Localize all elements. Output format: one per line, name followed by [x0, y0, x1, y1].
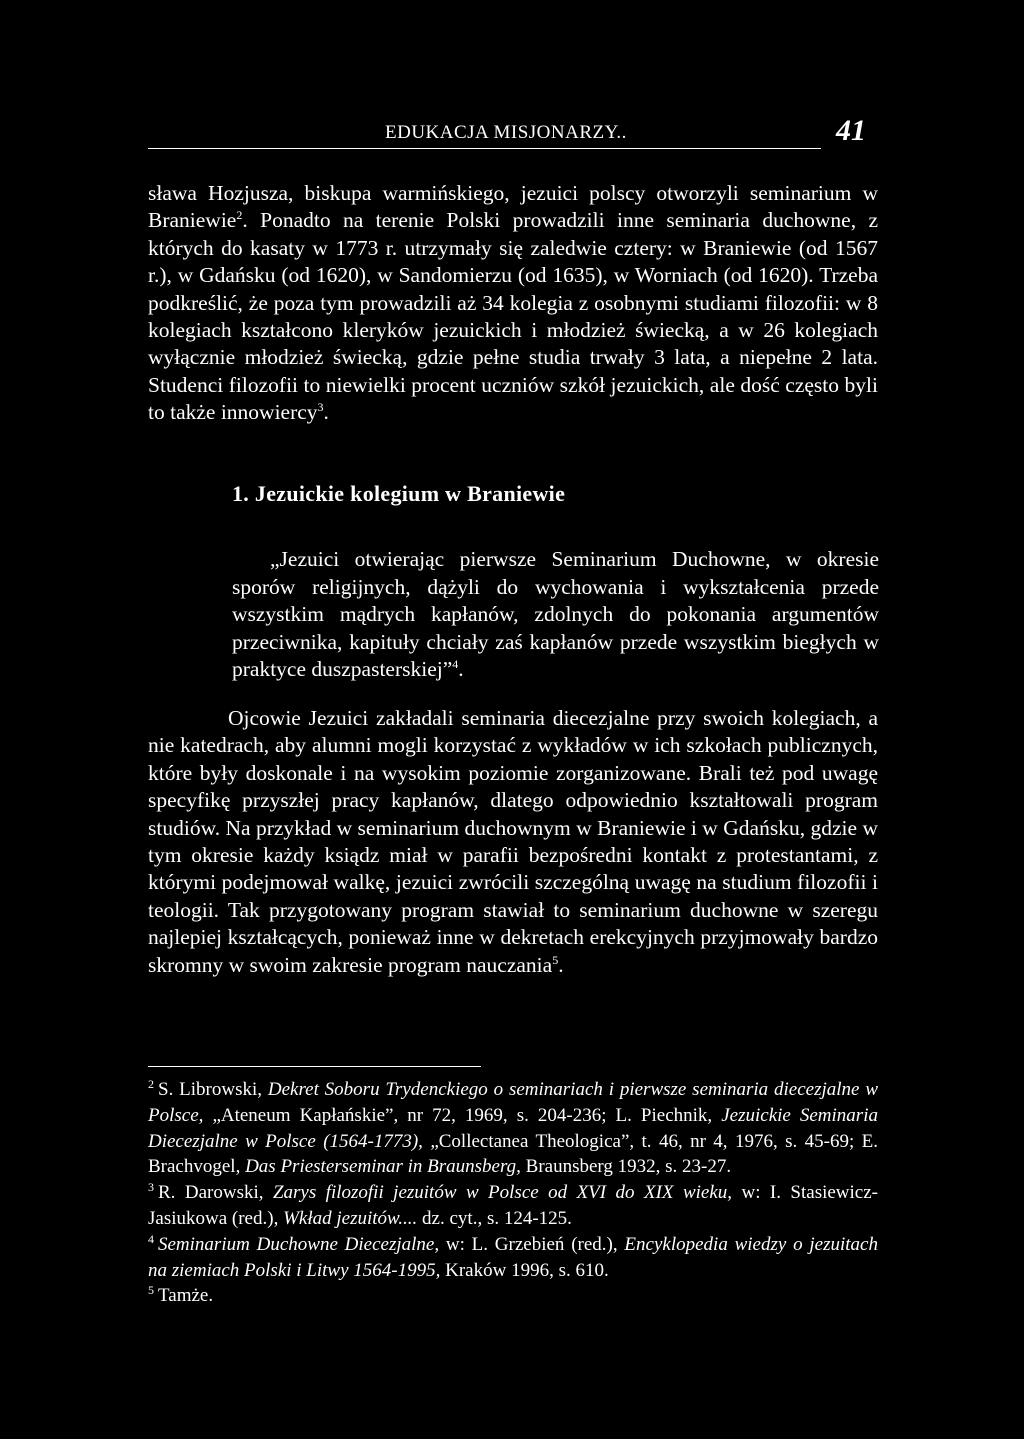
footnote-mark: 3	[148, 1180, 154, 1195]
running-head-title: EDUKACJA MISJONARZY..	[385, 122, 627, 143]
italic-title: Wkład jezuitów....	[283, 1207, 418, 1229]
italic-title: Dekret Soboru Trydenckiego o seminariach i pierwsze seminaria diecezjalne w Polsce,	[148, 1079, 878, 1126]
footnote-ref-5: 5	[552, 952, 559, 967]
body-paragraph-2	[148, 705, 878, 979]
section-heading: 1. Jezuickie kolegium w Braniewie	[232, 481, 566, 506]
text-run: w: I. Stasiewicz-Jasiukowa (red.),	[148, 1182, 878, 1229]
italic-title: Encyklopedia wiedzy o jezuitach na ziemiach Polski i Litwy 1564-1995,	[148, 1233, 878, 1281]
paragraph-text	[148, 180, 878, 427]
text-run: „Ateneum Kapłańskie”, nr 72, 1969, s. 204-236; L. Piechnik,	[203, 1104, 722, 1126]
footnote-4	[148, 1232, 878, 1284]
text-run: sława Hozjusza, biskupa warmińskiego, jezuici polscy otworzyli seminarium w Braniewie	[148, 181, 878, 233]
italic-title: Seminarium Duchowne Diecezjalne,	[158, 1233, 440, 1255]
footnote-3	[148, 1180, 878, 1232]
text-run: dz. cyt., s. 124-125.	[417, 1207, 572, 1229]
footnote-ref-3: 3	[317, 400, 324, 415]
footnote-mark: 2	[148, 1077, 154, 1091]
footnote-ref-4: 4	[452, 657, 459, 672]
text-run: w: L. Grzebień (red.),	[439, 1233, 625, 1255]
text-run: „Jezuici otwierając pierwsze Seminarium Duchowne, w okresie sporów religijnych, dążyli do wychowania i wykształcenia przede wszystkim mądrych kapłanów, zdolnych do pokonania argumentów przeciwnika, kapituły chciały zaś kapłanów przede wszystkim biegłych w praktyce duszpasterskiej”	[232, 547, 879, 682]
body-paragraph-1	[148, 180, 878, 427]
text-run: S. Librowski,	[158, 1079, 268, 1100]
header-rule	[148, 148, 821, 149]
page-number: 41	[836, 114, 866, 147]
footnote-separator	[148, 1066, 481, 1067]
text-run: .	[458, 657, 464, 682]
text-run: Tamże.	[158, 1285, 214, 1307]
italic-title: Das Priesterseminar in Braunsberg,	[245, 1156, 521, 1178]
text-run: R. Darowski,	[158, 1182, 273, 1204]
footnotes	[148, 1077, 878, 1309]
footnote-mark: 4	[148, 1231, 154, 1246]
text-run: .	[558, 952, 564, 977]
paragraph-text	[148, 705, 878, 979]
text-run: Ojcowie Jezuici zakładali seminaria diecezjalne przy swoich kolegiach, a nie katedrach, aby alumni mogli korzystać z wykładów w ich szkołach publicznych, które były doskonale i na wysokim poziomie zorganizowane. Brali też pod uwagę specyfikę przyszłej pracy kapłanów, dlatego odpowiednio kształtowali program studiów. Na przykład w seminarium duchownym w Braniewie i w Gdańsku, gdzie w tym okresie każdy ksiądz miał w parafii bezpośredni kontakt z protestantami, z którymi podejmował walkę, jezuici zwrócili szczególną uwagę na studium filozofii i teologii. Tak przygotowany program stawiał to seminarium duchowne w szeregu najlepiej kształcących, ponieważ inne w dekretach erekcyjnych przyjmowały bardzo skromny w swoim zakresie program nauczania	[148, 706, 878, 977]
text-run: .	[323, 400, 329, 425]
text-run: Braunsberg 1932, s. 23-27.	[520, 1156, 732, 1178]
footnote-ref-2: 2	[236, 208, 243, 223]
text-run: . Ponadto na terenie Polski prowadzili inne seminaria duchowne, z których do kasaty w 1773 r. utrzymały się zaledwie cztery: w Braniewie (od 1567 r.), w Gdańsku (od 1620), w Sandomierzu (od 1635), w Worniach (od 1620). Trzeba podkreślić, że poza tym prowadzili aż 34 kolegia z osobnymi studiami filozofii: w 8 kolegiach kształcono kleryków jezuickich i młodzież świecką, a w 26 kolegiach wyłącznie młodzież świecką, gdzie pełne studia trwały 3 lata, a niepełne 2 lata. Studenci filozofii to niewielki procent uczniów szkół jezuickich, ale dość często byli to także innowiercy	[148, 208, 878, 425]
footnote-2	[148, 1077, 878, 1180]
footnote-5	[148, 1283, 878, 1309]
running-header	[148, 116, 878, 152]
quote-text	[232, 546, 879, 684]
italic-title: Jezuickie Seminaria Diecezjalne w Polsce (1564-1773),	[148, 1104, 878, 1152]
footnote-mark: 5	[148, 1283, 154, 1298]
text-run: „Collectanea Theologica”, t. 46, nr 4, 1976, s. 45-69; E. Brachvogel,	[148, 1130, 878, 1178]
italic-title: Zarys filozofii jezuitów w Polsce od XVI do XIX wieku,	[272, 1182, 733, 1204]
block-quote	[232, 546, 879, 684]
text-run: Kraków 1996, s. 610.	[440, 1259, 609, 1281]
